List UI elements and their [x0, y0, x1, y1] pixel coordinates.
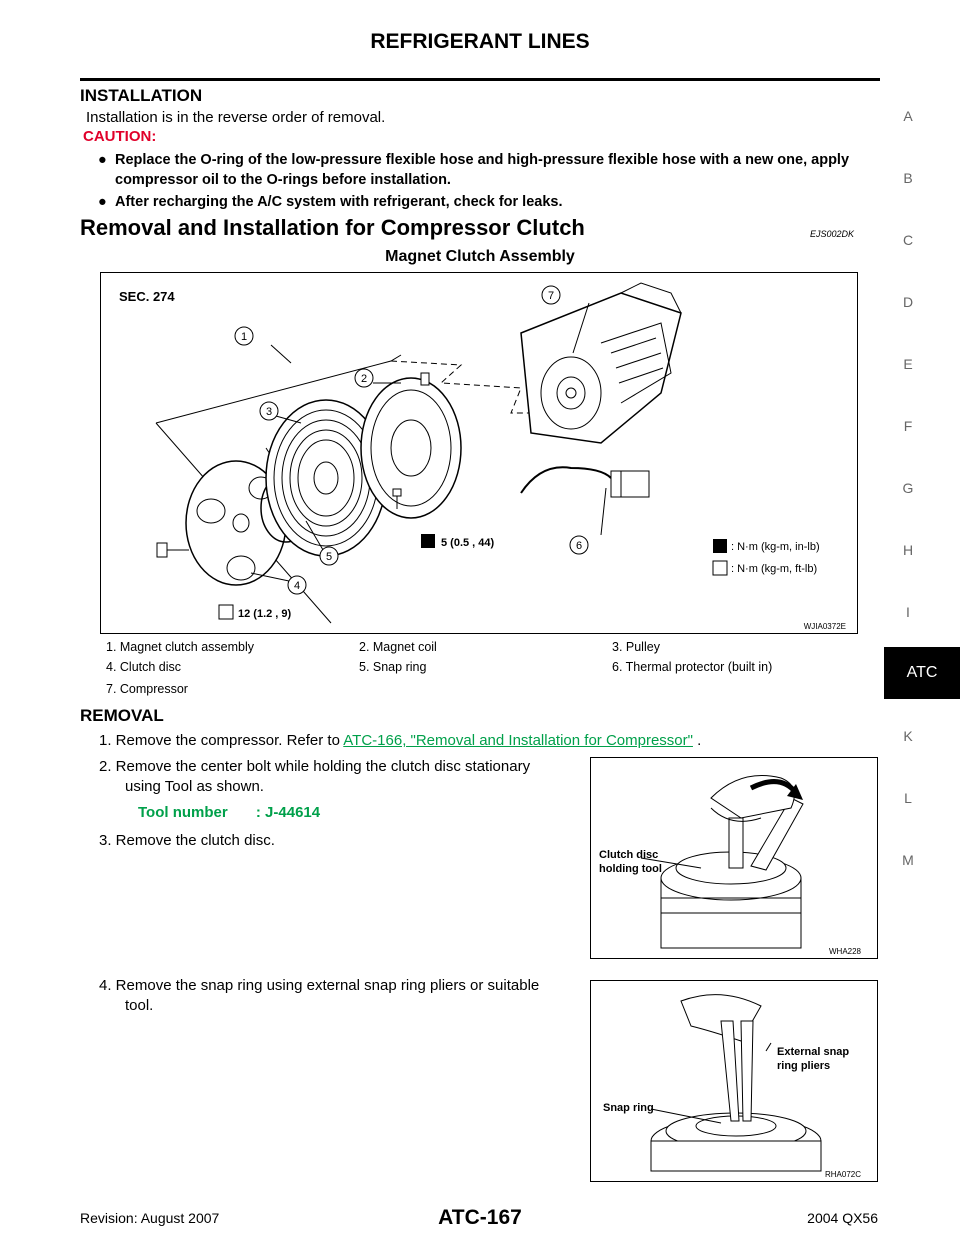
callout-5: 5	[325, 551, 333, 563]
footer-model: 2004 QX56	[807, 1210, 878, 1226]
magnet-coil	[361, 373, 461, 518]
caution-bullet: ● Replace the O-ring of the low-pressure flexible hose and high-pressure flexible hose with a new one, apply compressor oil to the O-rings before installation.	[98, 152, 850, 188]
installation-heading: INSTALLATION	[80, 86, 203, 105]
legend-item: 6. Thermal protector (built in)	[612, 660, 773, 674]
side-index-k[interactable]: K	[903, 728, 913, 744]
callout-2: 2	[360, 373, 368, 385]
compressor-removal-link[interactable]: ATC-166, "Removal and Installation for Compressor"	[343, 732, 693, 749]
side-index-atc-tab[interactable]: ATC	[884, 647, 960, 699]
section-title: Removal and Installation for Compressor Clutch	[80, 215, 585, 240]
photo2-code: RHA072C	[824, 1170, 861, 1179]
snap-ring-label: Snap ring	[603, 1102, 654, 1114]
removal-step-3: 3. Remove the clutch disc.	[99, 832, 275, 849]
installation-intro: Installation is in the reverse order of removal.	[86, 109, 386, 126]
bullet-dot-icon: ●	[98, 194, 107, 210]
torque-key-ftlb: : N·m (kg-m, ft-lb)	[731, 563, 818, 575]
holding-tool-drawing	[591, 758, 877, 958]
side-index-h[interactable]: H	[902, 542, 914, 558]
caution-bullet: ● After recharging the A/C system with refrigerant, check for leaks.	[98, 194, 563, 210]
callout-7: 7	[547, 290, 555, 302]
page-title: REFRIGERANT LINES	[370, 30, 590, 53]
pliers-label-line2: ring pliers	[777, 1060, 831, 1072]
legend-item: 3. Pulley	[612, 640, 660, 654]
removal-heading: REMOVAL	[80, 706, 164, 725]
pliers-label-line1: External snap	[777, 1046, 850, 1058]
center-bolt	[157, 543, 189, 557]
bullet-dot-icon: ●	[98, 152, 107, 168]
diagram-drawing	[101, 273, 857, 633]
tool-number	[138, 804, 320, 821]
callout-3: 3	[265, 406, 273, 418]
snap-ring-drawing	[591, 981, 877, 1181]
snap-ring-pliers-illustration	[590, 980, 878, 1182]
torque-key-inlb: : N·m (kg-m, in-lb)	[731, 541, 820, 553]
torque-center-bolt: 12 (1.2 , 9)	[238, 608, 292, 620]
clutch-exploded-diagram	[100, 272, 858, 634]
callout-4: 4	[293, 580, 301, 592]
legend-item: 1. Magnet clutch assembly	[106, 640, 254, 654]
torque-coil-screw: 5 (0.5 , 44)	[441, 537, 495, 549]
compressor	[521, 283, 681, 443]
removal-step-2: 2. Remove the center bolt while holding the clutch disc stationary	[99, 758, 531, 775]
subsection-title: Magnet Clutch Assembly	[385, 248, 575, 265]
legend-item: 5. Snap ring	[359, 660, 427, 674]
figure-code: WJIA0372E	[803, 622, 846, 631]
removal-step-4-cont: tool.	[125, 997, 154, 1014]
footer-revision: Revision: August 2007	[80, 1210, 220, 1226]
section-code: EJS002DK	[810, 229, 855, 239]
legend-item: 2. Magnet coil	[359, 640, 437, 654]
tool-label-line1: Clutch disc	[599, 849, 659, 861]
side-index-b[interactable]: B	[903, 170, 913, 186]
footer-page-number: ATC-167	[438, 1206, 522, 1229]
removal-step-1: 1. Remove the compressor. Refer to ATC-166, "Removal and Installation for Compressor" .	[99, 732, 702, 749]
removal-step-2-cont: using Tool as shown.	[125, 778, 264, 795]
sec-label: SEC. 274	[119, 289, 175, 304]
caution-label: CAUTION:	[83, 128, 157, 145]
side-index-i[interactable]: I	[906, 604, 910, 620]
callout-6: 6	[575, 540, 583, 552]
tool-number-value: : J-44614	[255, 804, 321, 821]
legend-item: 7. Compressor	[106, 682, 188, 696]
callout-1: 1	[240, 331, 248, 343]
clutch-holding-tool-illustration	[590, 757, 878, 959]
side-index-d[interactable]: D	[902, 294, 914, 310]
removal-step-4: 4. Remove the snap ring using external snap ring pliers or suitable	[99, 977, 540, 994]
photo1-code: WHA228	[828, 947, 861, 956]
tool-number-label: Tool number	[138, 804, 228, 821]
side-index-e[interactable]: E	[903, 356, 913, 372]
thermal-protector	[521, 467, 649, 497]
title-divider	[80, 78, 880, 81]
side-index-m[interactable]: M	[902, 852, 914, 868]
side-index-g[interactable]: G	[902, 480, 914, 496]
tool-label-line2: holding tool	[599, 863, 662, 875]
side-index-c[interactable]: C	[902, 232, 914, 248]
side-index-a[interactable]: A	[903, 108, 913, 124]
legend-item: 4. Clutch disc	[106, 660, 182, 674]
side-index-l[interactable]: L	[904, 790, 912, 806]
side-index-f[interactable]: F	[903, 418, 913, 434]
